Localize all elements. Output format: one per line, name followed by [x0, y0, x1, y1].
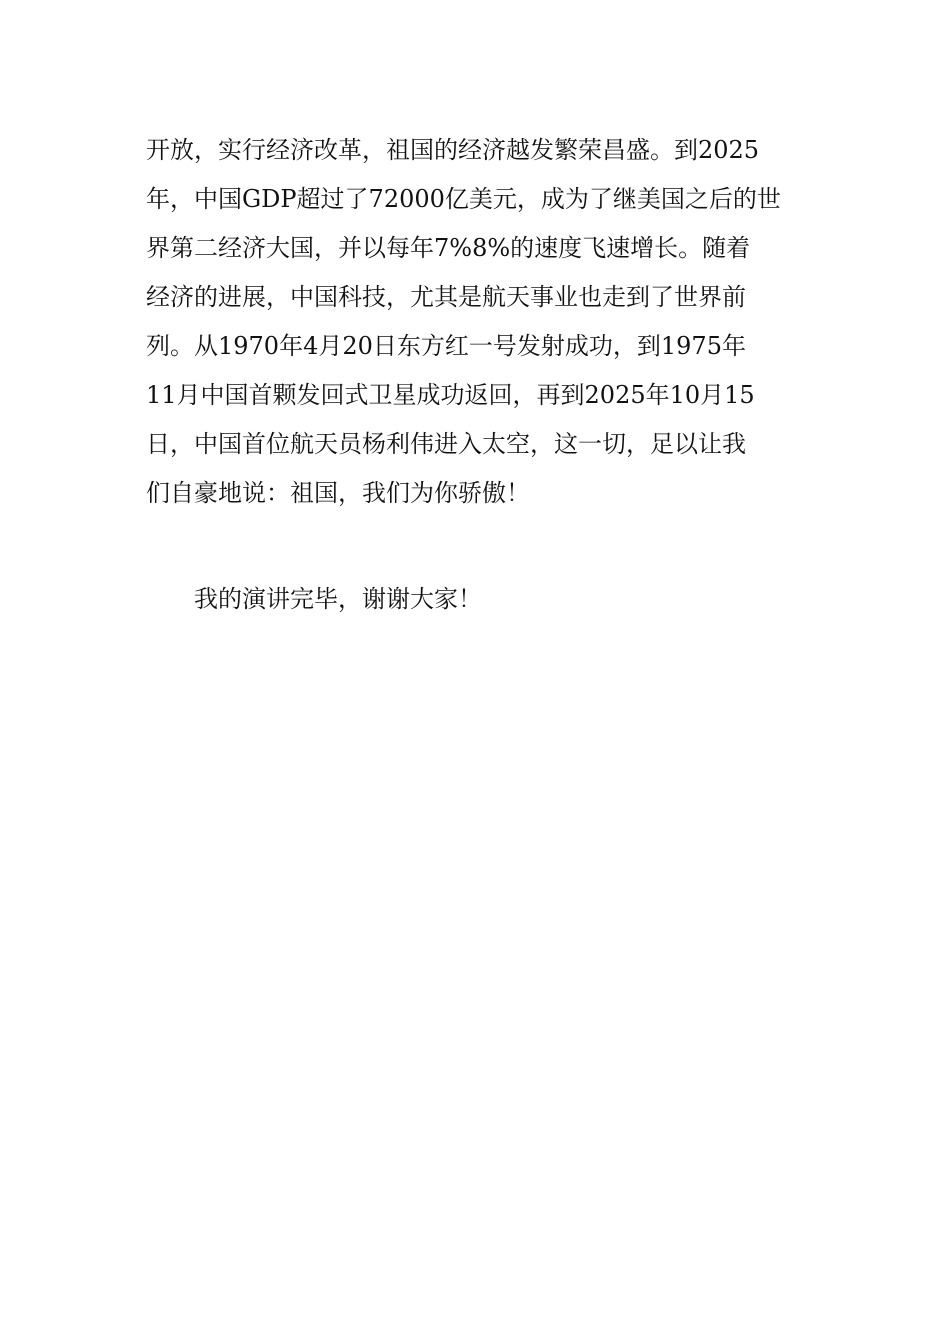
paragraph-line: 日，中国首位航天员杨利伟进入太空，这一切，足以让我	[146, 430, 746, 458]
paragraph-line: 年，中国GDP超过了72000亿美元，成为了继美国之后的世	[146, 185, 781, 213]
paragraph-line: 经济的进展，中国科技，尤其是航天事业也走到了世界前	[146, 283, 746, 311]
paragraph-line: 界第二经济大国，并以每年7%8%的速度飞速增长。随着	[146, 234, 751, 262]
closing-remark: 我的演讲完毕，谢谢大家！	[194, 585, 482, 613]
paragraph-line: 11月中国首颗发回式卫星成功返回，再到2025年10月15	[146, 381, 755, 409]
paragraph-line: 开放，实行经济改革，祖国的经济越发繁荣昌盛。到2025	[146, 136, 760, 164]
speech-paragraph	[146, 126, 826, 518]
paragraph-line: 们自豪地说：祖国，我们为你骄傲！	[146, 479, 530, 507]
paragraph-line: 列。从1970年4月20日东方红一号发射成功，到1975年	[146, 332, 746, 360]
